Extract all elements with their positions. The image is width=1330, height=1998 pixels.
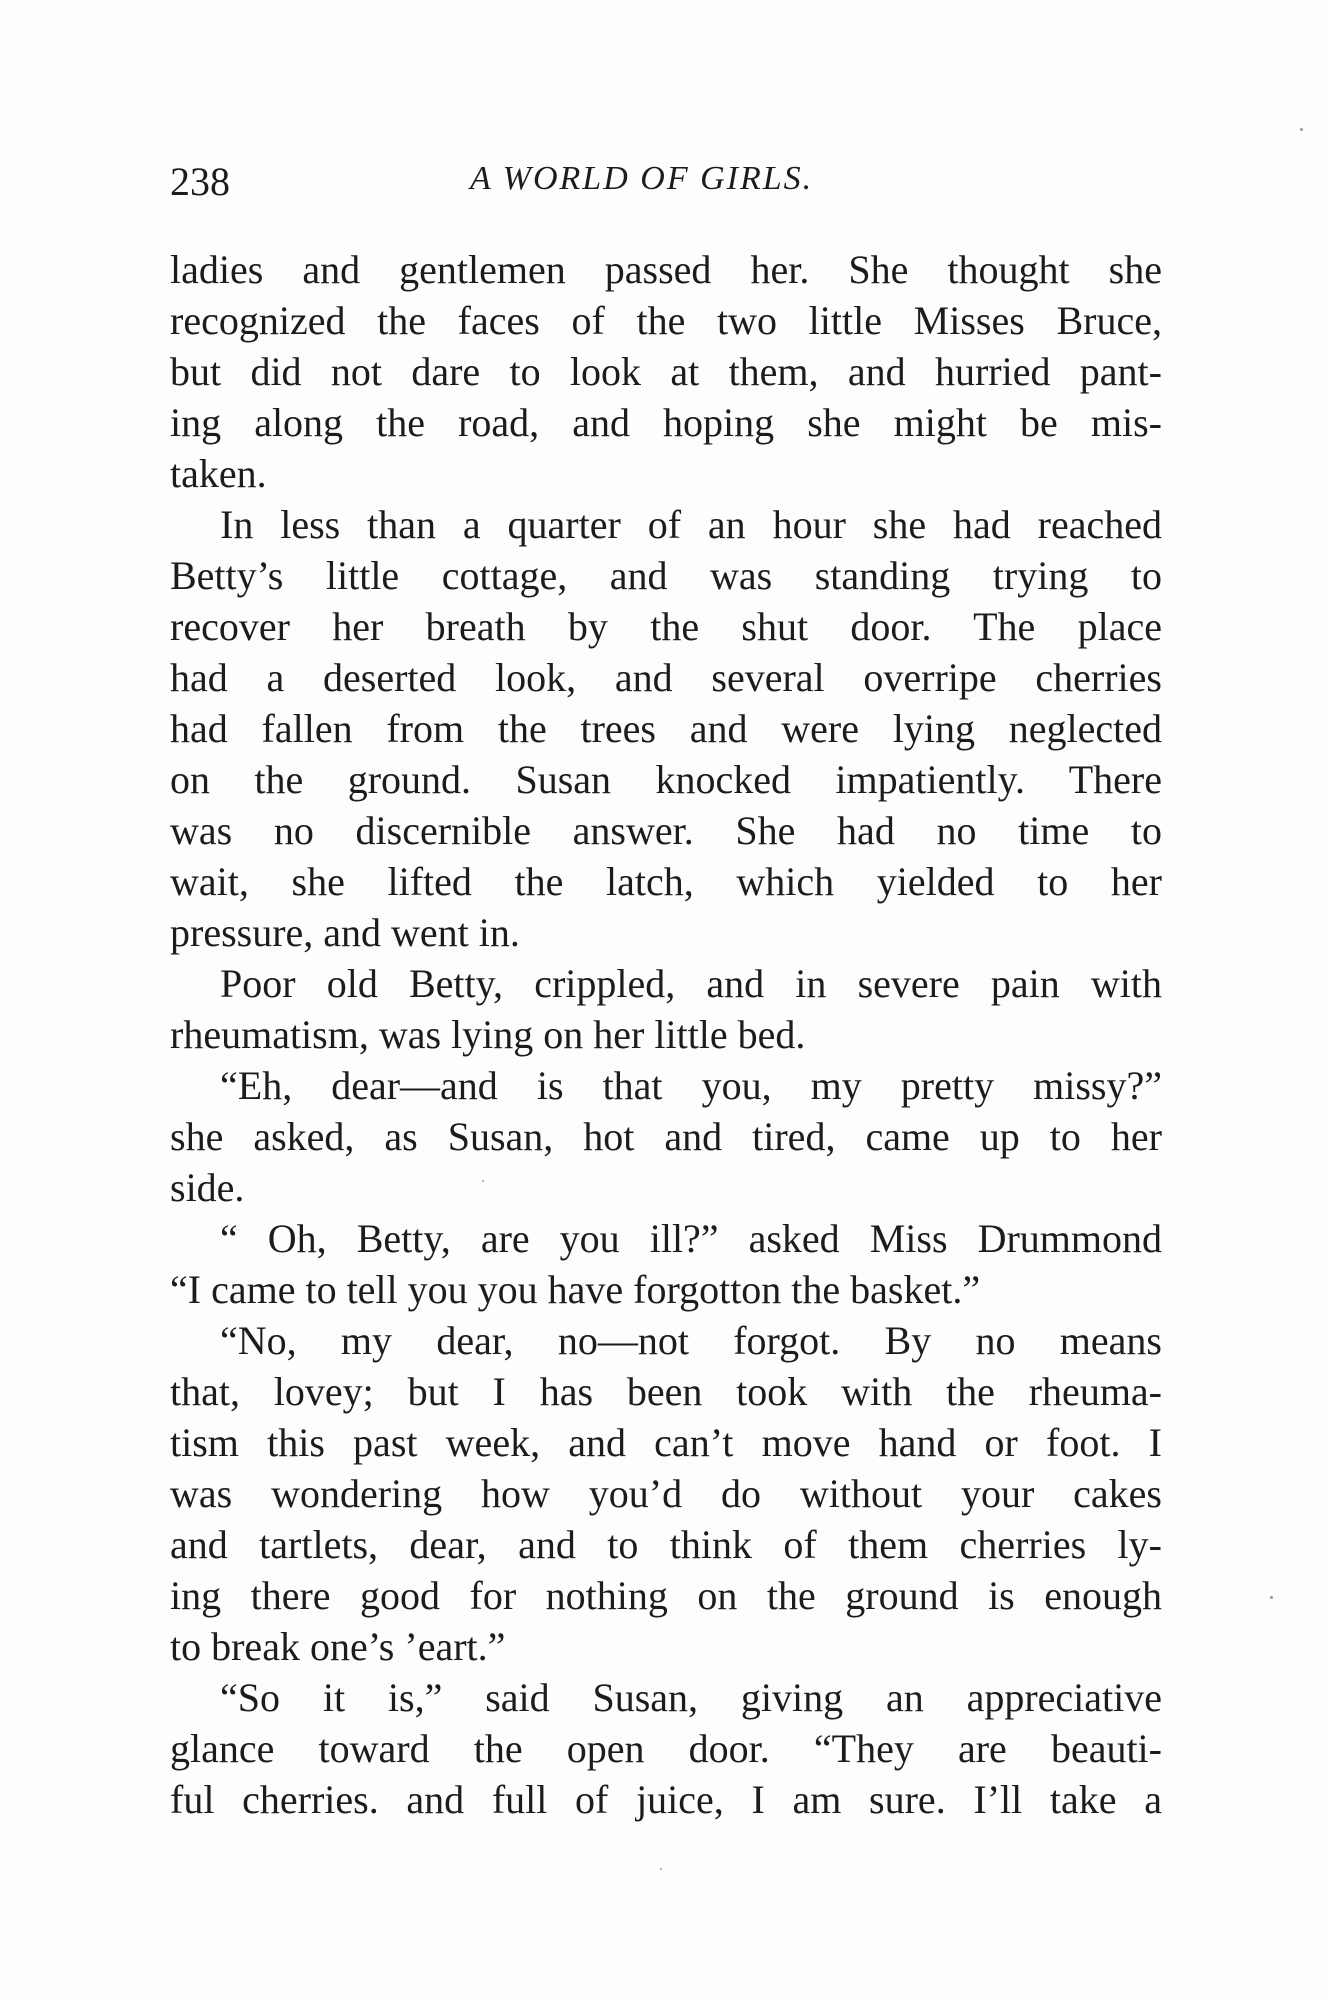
page-header	[170, 158, 1162, 208]
text-line: side.	[170, 1165, 245, 1210]
text-line: ing along the road, and hoping she might be mis-	[170, 400, 1162, 445]
text-line: In less than a quarter of an hour she had reached	[220, 502, 1162, 547]
text-line: ladies and gentlemen passed her. She thought she	[170, 247, 1162, 292]
text-line: she asked, as Susan, hot and tired, came up to her	[170, 1114, 1162, 1159]
text-line: Poor old Betty, crippled, and in severe pain with	[220, 961, 1162, 1006]
running-title: A WORLD OF GIRLS.	[470, 160, 814, 197]
text-line: on the ground. Susan knocked impatiently. There	[170, 757, 1162, 802]
paper-speck	[482, 1180, 484, 1182]
text-line: taken.	[170, 451, 267, 496]
text-line: was wondering how you’d do without your cakes	[170, 1471, 1162, 1516]
text-line: ful cherries. and full of juice, I am sure. I’ll take a	[170, 1777, 1162, 1822]
page-number: 238	[170, 159, 230, 204]
text-line: to break one’s ’eart.”	[170, 1624, 506, 1669]
text-line: “Eh, dear—and is that you, my pretty missy?”	[220, 1063, 1162, 1108]
text-line: “ Oh, Betty, are you ill?” asked Miss Drummond	[220, 1216, 1162, 1261]
paper-speck	[1300, 128, 1303, 131]
text-line: had fallen from the trees and were lying neglected	[170, 706, 1162, 751]
text-line: was no discernible answer. She had no time to	[170, 808, 1162, 853]
text-line: “No, my dear, no—not forgot. By no means	[220, 1318, 1162, 1363]
text-line: “I came to tell you you have forgotton the basket.”	[170, 1267, 981, 1312]
text-line: tism this past week, and can’t move hand or foot. I	[170, 1420, 1162, 1465]
body-text	[170, 244, 1162, 1825]
text-line: wait, she lifted the latch, which yielded to her	[170, 859, 1162, 904]
text-line: had a deserted look, and several overripe cherries	[170, 655, 1162, 700]
text-line: pressure, and went in.	[170, 910, 520, 955]
text-line: “So it is,” said Susan, giving an appreciative	[220, 1675, 1162, 1720]
text-line: that, lovey; but I has been took with the rheuma-	[170, 1369, 1162, 1414]
text-line: ing there good for nothing on the ground is enough	[170, 1573, 1162, 1618]
paper-speck	[660, 1868, 662, 1870]
text-line: rheumatism, was lying on her little bed.	[170, 1012, 806, 1057]
text-line: recover her breath by the shut door. The place	[170, 604, 1162, 649]
text-line: but did not dare to look at them, and hurried pant-	[170, 349, 1162, 394]
text-line: and tartlets, dear, and to think of them cherries ly-	[170, 1522, 1162, 1567]
paper-speck	[1270, 1596, 1273, 1599]
text-line: recognized the faces of the two little Misses Bruce,	[170, 298, 1162, 343]
text-line: glance toward the open door. “They are beauti-	[170, 1726, 1162, 1771]
text-line: Betty’s little cottage, and was standing trying to	[170, 553, 1162, 598]
